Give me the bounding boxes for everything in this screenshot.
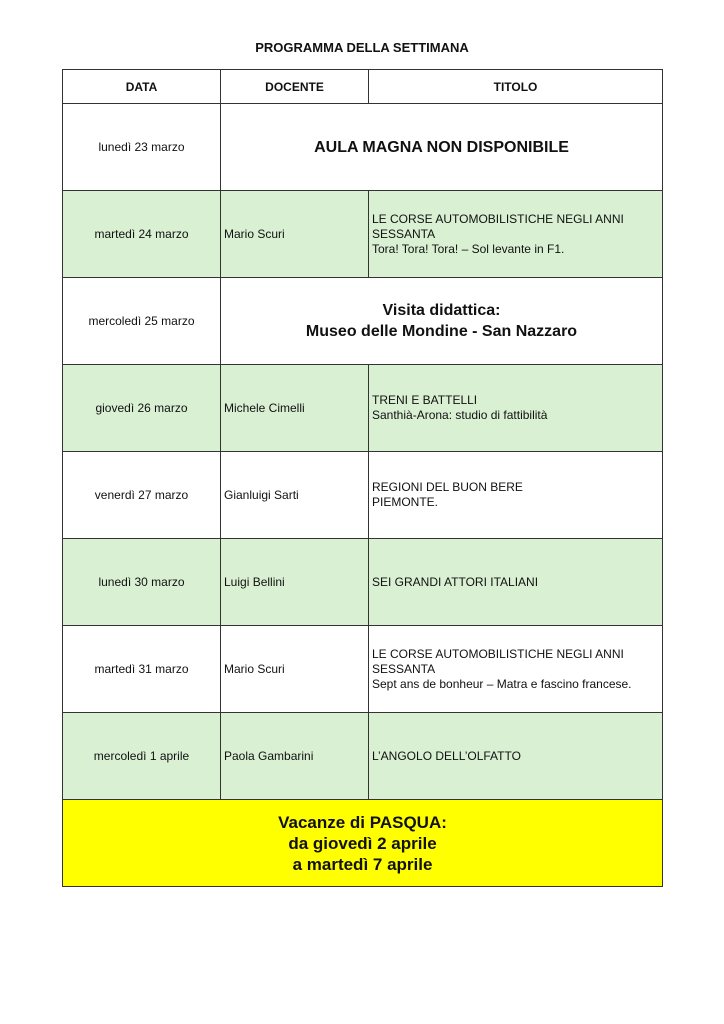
- holiday-line: Vacanze di PASQUA:: [278, 812, 447, 832]
- date-cell: martedì 31 marzo: [63, 626, 221, 713]
- teacher-cell: Luigi Bellini: [221, 539, 369, 626]
- date-cell: lunedì 23 marzo: [63, 104, 221, 191]
- table-row: [63, 365, 663, 452]
- date-cell: mercoledì 1 aprile: [63, 713, 221, 800]
- topic-cell: [369, 365, 663, 452]
- holiday-line: a martedì 7 aprile: [292, 854, 433, 874]
- table-row: [63, 104, 663, 191]
- topic-subtitle: Tora! Tora! Tora! – Sol levante in F1.: [372, 241, 565, 256]
- topic-title: L’ANGOLO DELL’OLFATTO: [372, 748, 521, 763]
- topic-cell: [369, 713, 663, 800]
- topic-cell: [369, 626, 663, 713]
- teacher-cell: Paola Gambarini: [221, 713, 369, 800]
- date-cell: lunedì 30 marzo: [63, 539, 221, 626]
- header-topic: TITOLO: [369, 70, 663, 104]
- teacher-cell: Mario Scuri: [221, 191, 369, 278]
- notice-cell: [221, 104, 663, 191]
- topic-subtitle: Santhià-Arona: studio di fattibilità: [372, 408, 548, 422]
- date-cell: martedì 24 marzo: [63, 191, 221, 278]
- schedule-table: [62, 69, 663, 887]
- table-row: [63, 191, 663, 278]
- page-title: PROGRAMMA DELLA SETTIMANA: [255, 40, 469, 55]
- topic-title: SEI GRANDI ATTORI ITALIANI: [372, 574, 539, 589]
- table-row: [63, 278, 663, 365]
- notice-cell: [221, 278, 663, 365]
- table-row: [63, 626, 663, 713]
- topic-cell: [369, 191, 663, 278]
- topic-cell: [369, 539, 663, 626]
- topic-title: REGIONI DEL BUON BERE: [372, 480, 523, 494]
- topic-title: LE CORSE AUTOMOBILISTICHE NEGLI ANNI SESSANTA: [372, 211, 624, 241]
- header-teacher: DOCENTE: [221, 70, 369, 104]
- date-cell: mercoledì 25 marzo: [63, 278, 221, 365]
- date-cell: venerdì 27 marzo: [63, 452, 221, 539]
- holiday-line: da giovedì 2 aprile: [288, 833, 437, 853]
- teacher-cell: Gianluigi Sarti: [221, 452, 369, 539]
- notice-line: Museo delle Mondine - San Nazzaro: [305, 323, 578, 340]
- table-row: [63, 539, 663, 626]
- notice-line: Visita didattica:: [382, 302, 501, 319]
- topic-subtitle: Sept ans de bonheur – Matra e fascino francese.: [372, 676, 632, 691]
- topic-title: TRENI E BATTELLI: [372, 393, 478, 407]
- header-date: DATA: [63, 70, 221, 104]
- teacher-cell: Michele Cimelli: [221, 365, 369, 452]
- topic-title: LE CORSE AUTOMOBILISTICHE NEGLI ANNI SESSANTA: [372, 646, 624, 676]
- date-cell: giovedì 26 marzo: [63, 365, 221, 452]
- holiday-cell: [63, 800, 663, 887]
- topic-cell: [369, 452, 663, 539]
- table-row: [63, 713, 663, 800]
- table-row: [63, 452, 663, 539]
- holiday-row: [63, 800, 663, 887]
- topic-subtitle: PIEMONTE.: [372, 495, 439, 509]
- header-row: [63, 70, 663, 104]
- notice-line: AULA MAGNA NON DISPONIBILE: [314, 138, 569, 156]
- teacher-cell: Mario Scuri: [221, 626, 369, 713]
